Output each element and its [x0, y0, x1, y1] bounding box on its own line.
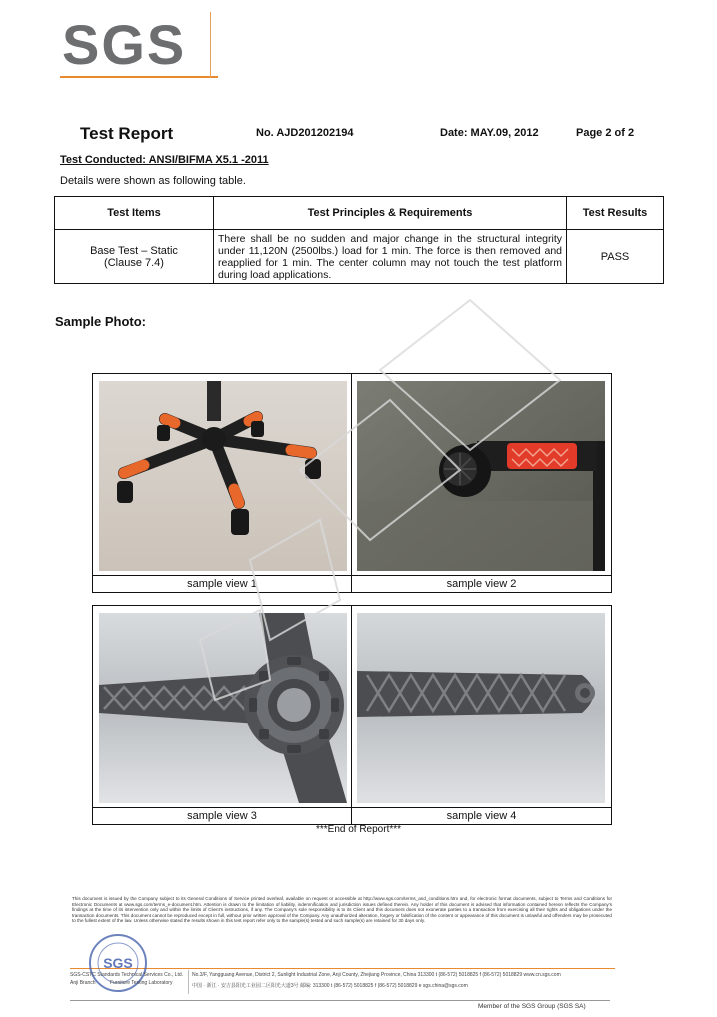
page-number: Page 2 of 2 — [576, 127, 635, 139]
sgs-member-text: Member of the SGS Group (SGS SA) — [478, 1003, 586, 1010]
details-text: Details were shown as following table. — [60, 175, 246, 187]
table-row — [55, 230, 664, 284]
photo-sample-view-1 — [99, 381, 347, 571]
table-header-row — [55, 197, 664, 230]
lab-branch: Anji Branch — [70, 980, 96, 986]
photo-sample-view-4 — [357, 613, 605, 803]
header-test-items: Test Items — [55, 197, 214, 230]
report-title: Test Report — [80, 124, 174, 143]
caption-sample-view-4: sample view 4 — [446, 810, 517, 822]
sgs-logo: SGS — [62, 13, 187, 76]
stamp-label: SGS — [103, 955, 133, 971]
report-number: No. AJD201202194 — [256, 127, 354, 139]
lab-name: SGS-CSTC Standards Technical Services Co., Ltd. — [70, 972, 184, 978]
caption-sample-view-2: sample view 2 — [446, 578, 517, 590]
grid-divider — [351, 374, 352, 592]
sample-photo-heading: Sample Photo: — [55, 314, 147, 329]
test-item-clause: (Clause 7.4) — [104, 256, 164, 269]
grid-divider — [351, 606, 352, 824]
photo-grid-top — [92, 373, 612, 593]
base-hub-underside-photo — [99, 613, 347, 803]
test-item-name: Base Test – Static — [90, 244, 178, 257]
base-leg-underside-photo — [357, 613, 605, 803]
test-conducted-heading: Test Conducted: ANSI/BIFMA X5.1 -2011 — [60, 154, 269, 166]
cell-result: PASS — [567, 230, 664, 284]
cell-test-item — [55, 230, 214, 284]
photo-sample-view-3 — [99, 613, 347, 803]
lab-department: Furniture Testing Laboratory — [110, 980, 173, 986]
disclaimer-text: This document is issued by the Company subject to its General Conditions of Service printed overleaf, available on request or accessible at http://www.sgs.com/terms_and_conditions.htm and, for electronic format documents, subject to Terms and Conditions for Electronic Documents at www.sgs.com/terms_e-document.htm. Attention is drawn to the limitation of liability, indemnification and jurisdiction issues defined therein. Any holder of this document is advised that information contained hereon reflects the Company's findings at the time of its intervention only and within the limits of Client's instructions, if any. The Company's sole responsibility is to its Client and this document does not exonerate parties to a transaction from exercising all their rights and obligations under the transaction documents. This document cannot be reproduced except in full, without prior written approval of the Company. Any unauthorized alteration, forgery or falsification of the content or appearance of this document is unlawful and offenders may be prosecuted to the fullest extent of the law. Unless otherwise stated the results shown in this test report refer only to the sample(s) tested and such sample(s) are retained for 30 days only. — [72, 896, 612, 924]
photo-sample-view-2 — [357, 381, 605, 571]
chair-base-photo — [99, 381, 347, 571]
footer-divider — [188, 970, 189, 994]
header-test-principles: Test Principles & Requirements — [214, 197, 567, 230]
caption-sample-view-1: sample view 1 — [187, 578, 257, 590]
photo-grid-bottom — [92, 605, 612, 825]
header-test-results: Test Results — [567, 197, 664, 230]
report-date: Date: MAY.09, 2012 — [440, 127, 539, 139]
address-english: No.3/F, Yangguang Avenue, District 2, Sunlight Industrial Zone, Anji County, Zhejiang Province, China 313300 t (86-572) 5018825 f (86-572) 5018829 www.cn.sgs.com — [192, 972, 561, 978]
footer-bottom-rule — [70, 1000, 610, 1001]
end-of-report: ***End of Report*** — [315, 824, 402, 835]
logo-divider — [210, 12, 211, 78]
results-table — [54, 196, 664, 284]
caster-closeup-photo — [357, 381, 605, 571]
logo-underline — [60, 76, 218, 78]
caption-sample-view-3: sample view 3 — [187, 810, 257, 822]
address-chinese: 中国 · 浙江 · 安吉县阳光工业园二区阳光大道3号 邮编: 313300 t (86-572) 5018825 f (86-572) 5018829 e sgs.china@sgs.com — [192, 983, 468, 989]
cell-requirement: There shall be no sudden and major change in the structural integrity under 11,120N (2500lbs.) load for 1 min. The force is then removed and reapplied for 1 min. The center column may not touch the test platform during load applications. — [214, 230, 567, 284]
